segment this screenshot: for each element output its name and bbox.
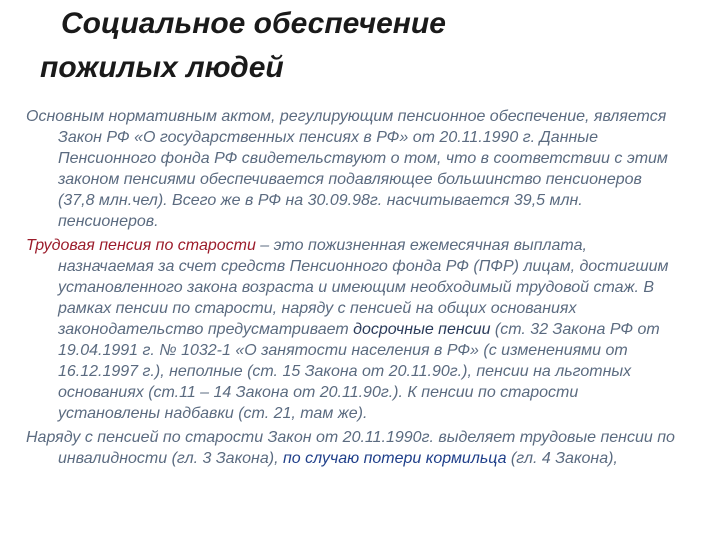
paragraph-legal-basis-text: Основным нормативным актом, регулирующим пенсионное обеспечение, является Закон РФ «О государственных пенсиях в РФ» от 20.11.1990 г. Данные Пенсионного фонда РФ свидетельствуют о том, что в соответствии с этим законом пенсиями обеспечивается подавляющее большинство пенсионеров (37,8 млн.чел). Всего же в РФ на 30.09.98г. насчитывается 39,5 млн. пенсионеров. xyxy=(26,108,668,230)
old-age-pension-details: (ст. 32 Закона РФ от 19.04.1991 г. № 1032-1 «О занятости населения в РФ» (с изменениями от 16.12.1997 г.), неполные (ст. 15 Закона от 20.11.90г.), пенсии на льготных основаниях (ст.11 – 14 Закона от 20.11.90г.). К пенсии по старости установлены надбавки (ст. 21, там же). xyxy=(58,321,660,422)
term-survivor-pension: по случаю потери кормильца xyxy=(282,450,507,467)
term-old-age-pension: Трудовая пенсия по старости xyxy=(26,237,256,254)
paragraph-old-age-pension xyxy=(26,235,676,424)
title-line-1: Социальное обеспечение xyxy=(61,7,446,40)
other-pensions-text: Наряду с пенсией по старости Закон от 20.11.1990г. выделяет трудовые пенсии по инвалидности (гл. 3 Закона), xyxy=(26,429,675,467)
paragraph-other-pensions xyxy=(26,427,676,469)
slide-body xyxy=(26,106,676,472)
slide-title xyxy=(40,2,700,90)
old-age-pension-definition: – это пожизненная ежемесячная выплата, назначаемая за счет средств Пенсионного фонда РФ (ПФР) лицам, достигшим установленного закона возраста и имеющим необходимый трудовой стаж. В рамках пенсии по старости, наряду с пенсией на общих основаниях законодательство предусматривает xyxy=(58,237,669,338)
other-pensions-tail: (гл. 4 Закона), xyxy=(506,450,618,467)
title-line-2: пожилых людей xyxy=(40,51,284,84)
term-early-pensions: досрочные пенсии xyxy=(353,321,491,338)
paragraph-legal-basis xyxy=(26,106,676,232)
